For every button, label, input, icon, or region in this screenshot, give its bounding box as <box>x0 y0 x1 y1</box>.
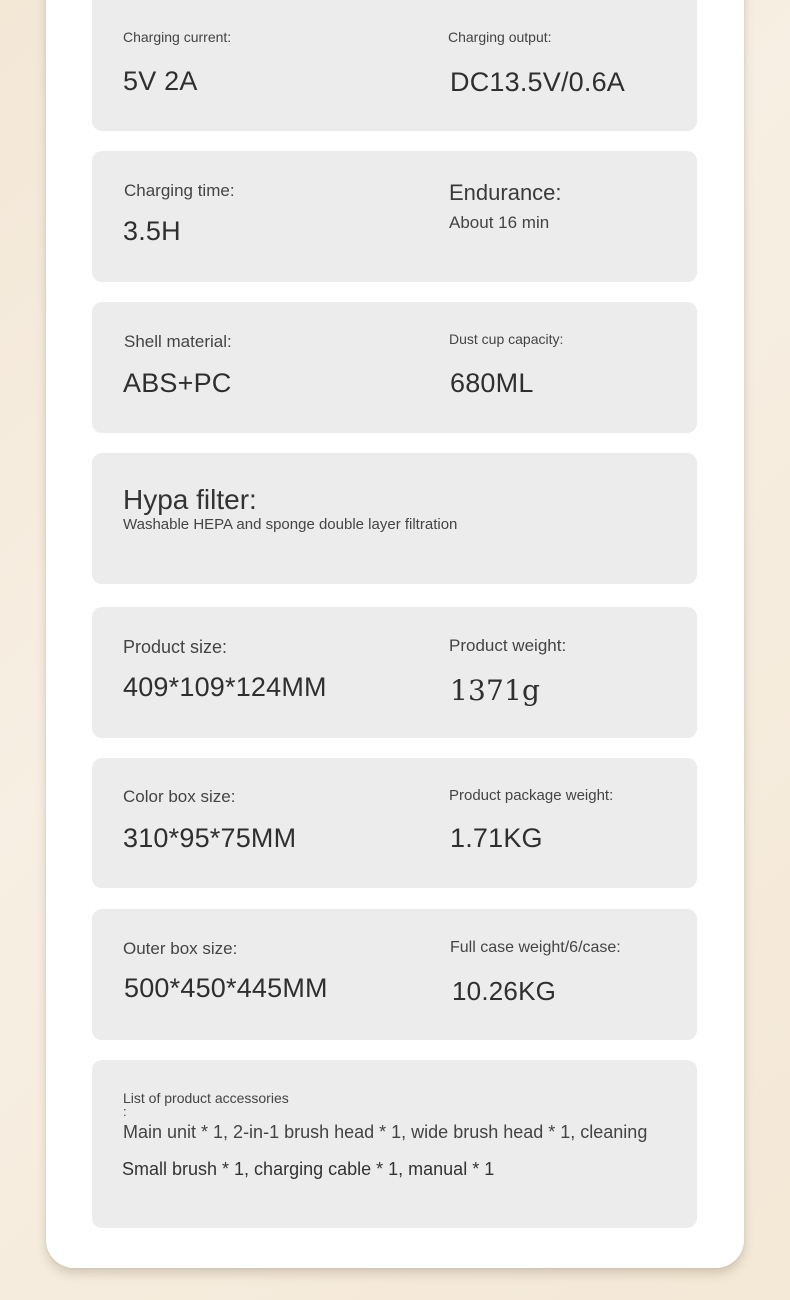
package-weight-value: 1.71KG <box>450 823 543 853</box>
charging-time-label: Charging time: <box>124 181 235 200</box>
charging-current-label: Charging current: <box>123 29 232 45</box>
dust-cup-label: Dust cup capacity: <box>449 331 564 347</box>
accessories-line-1: Main unit * 1, 2-in-1 brush head * 1, wide brush head * 1, cleaning <box>123 1122 648 1142</box>
charging-output-value: DC13.5V/0.6A <box>450 67 625 97</box>
endurance-label: Endurance: <box>449 180 562 205</box>
endurance-value: About 16 min <box>449 213 550 232</box>
product-size-value: 409*109*124MM <box>123 672 327 702</box>
accessories-colon: : <box>123 1104 127 1119</box>
dust-cup-value: 680ML <box>450 368 534 398</box>
product-size-label: Product size: <box>123 637 228 657</box>
spec-panel-time <box>92 151 697 282</box>
color-box-label: Color box size: <box>123 787 236 806</box>
color-box-value: 310*95*75MM <box>123 823 297 853</box>
case-weight-label: Full case weight/6/case: <box>450 939 621 956</box>
filter-label: Hypa filter: <box>123 484 257 515</box>
outer-box-value: 500*450*445MM <box>124 973 328 1003</box>
product-weight-value: 1371g <box>450 674 541 707</box>
charging-time-value: 3.5H <box>123 216 181 246</box>
product-weight-label: Product weight: <box>449 636 567 655</box>
accessories-label: List of product accessories <box>123 1090 289 1106</box>
charging-current-value: 5V 2A <box>123 66 198 96</box>
accessories-line-2: Small brush * 1, charging cable * 1, manual * 1 <box>122 1159 495 1179</box>
outer-box-label: Outer box size: <box>123 939 238 958</box>
case-weight-value: 10.26KG <box>452 976 557 1006</box>
spec-panel-accessories <box>92 1060 697 1228</box>
filter-value: Washable HEPA and sponge double layer filtration <box>123 516 458 533</box>
shell-material-value: ABS+PC <box>123 368 232 398</box>
shell-material-label: Shell material: <box>124 332 232 351</box>
package-weight-label: Product package weight: <box>449 787 614 804</box>
charging-output-label: Charging output: <box>448 29 552 45</box>
